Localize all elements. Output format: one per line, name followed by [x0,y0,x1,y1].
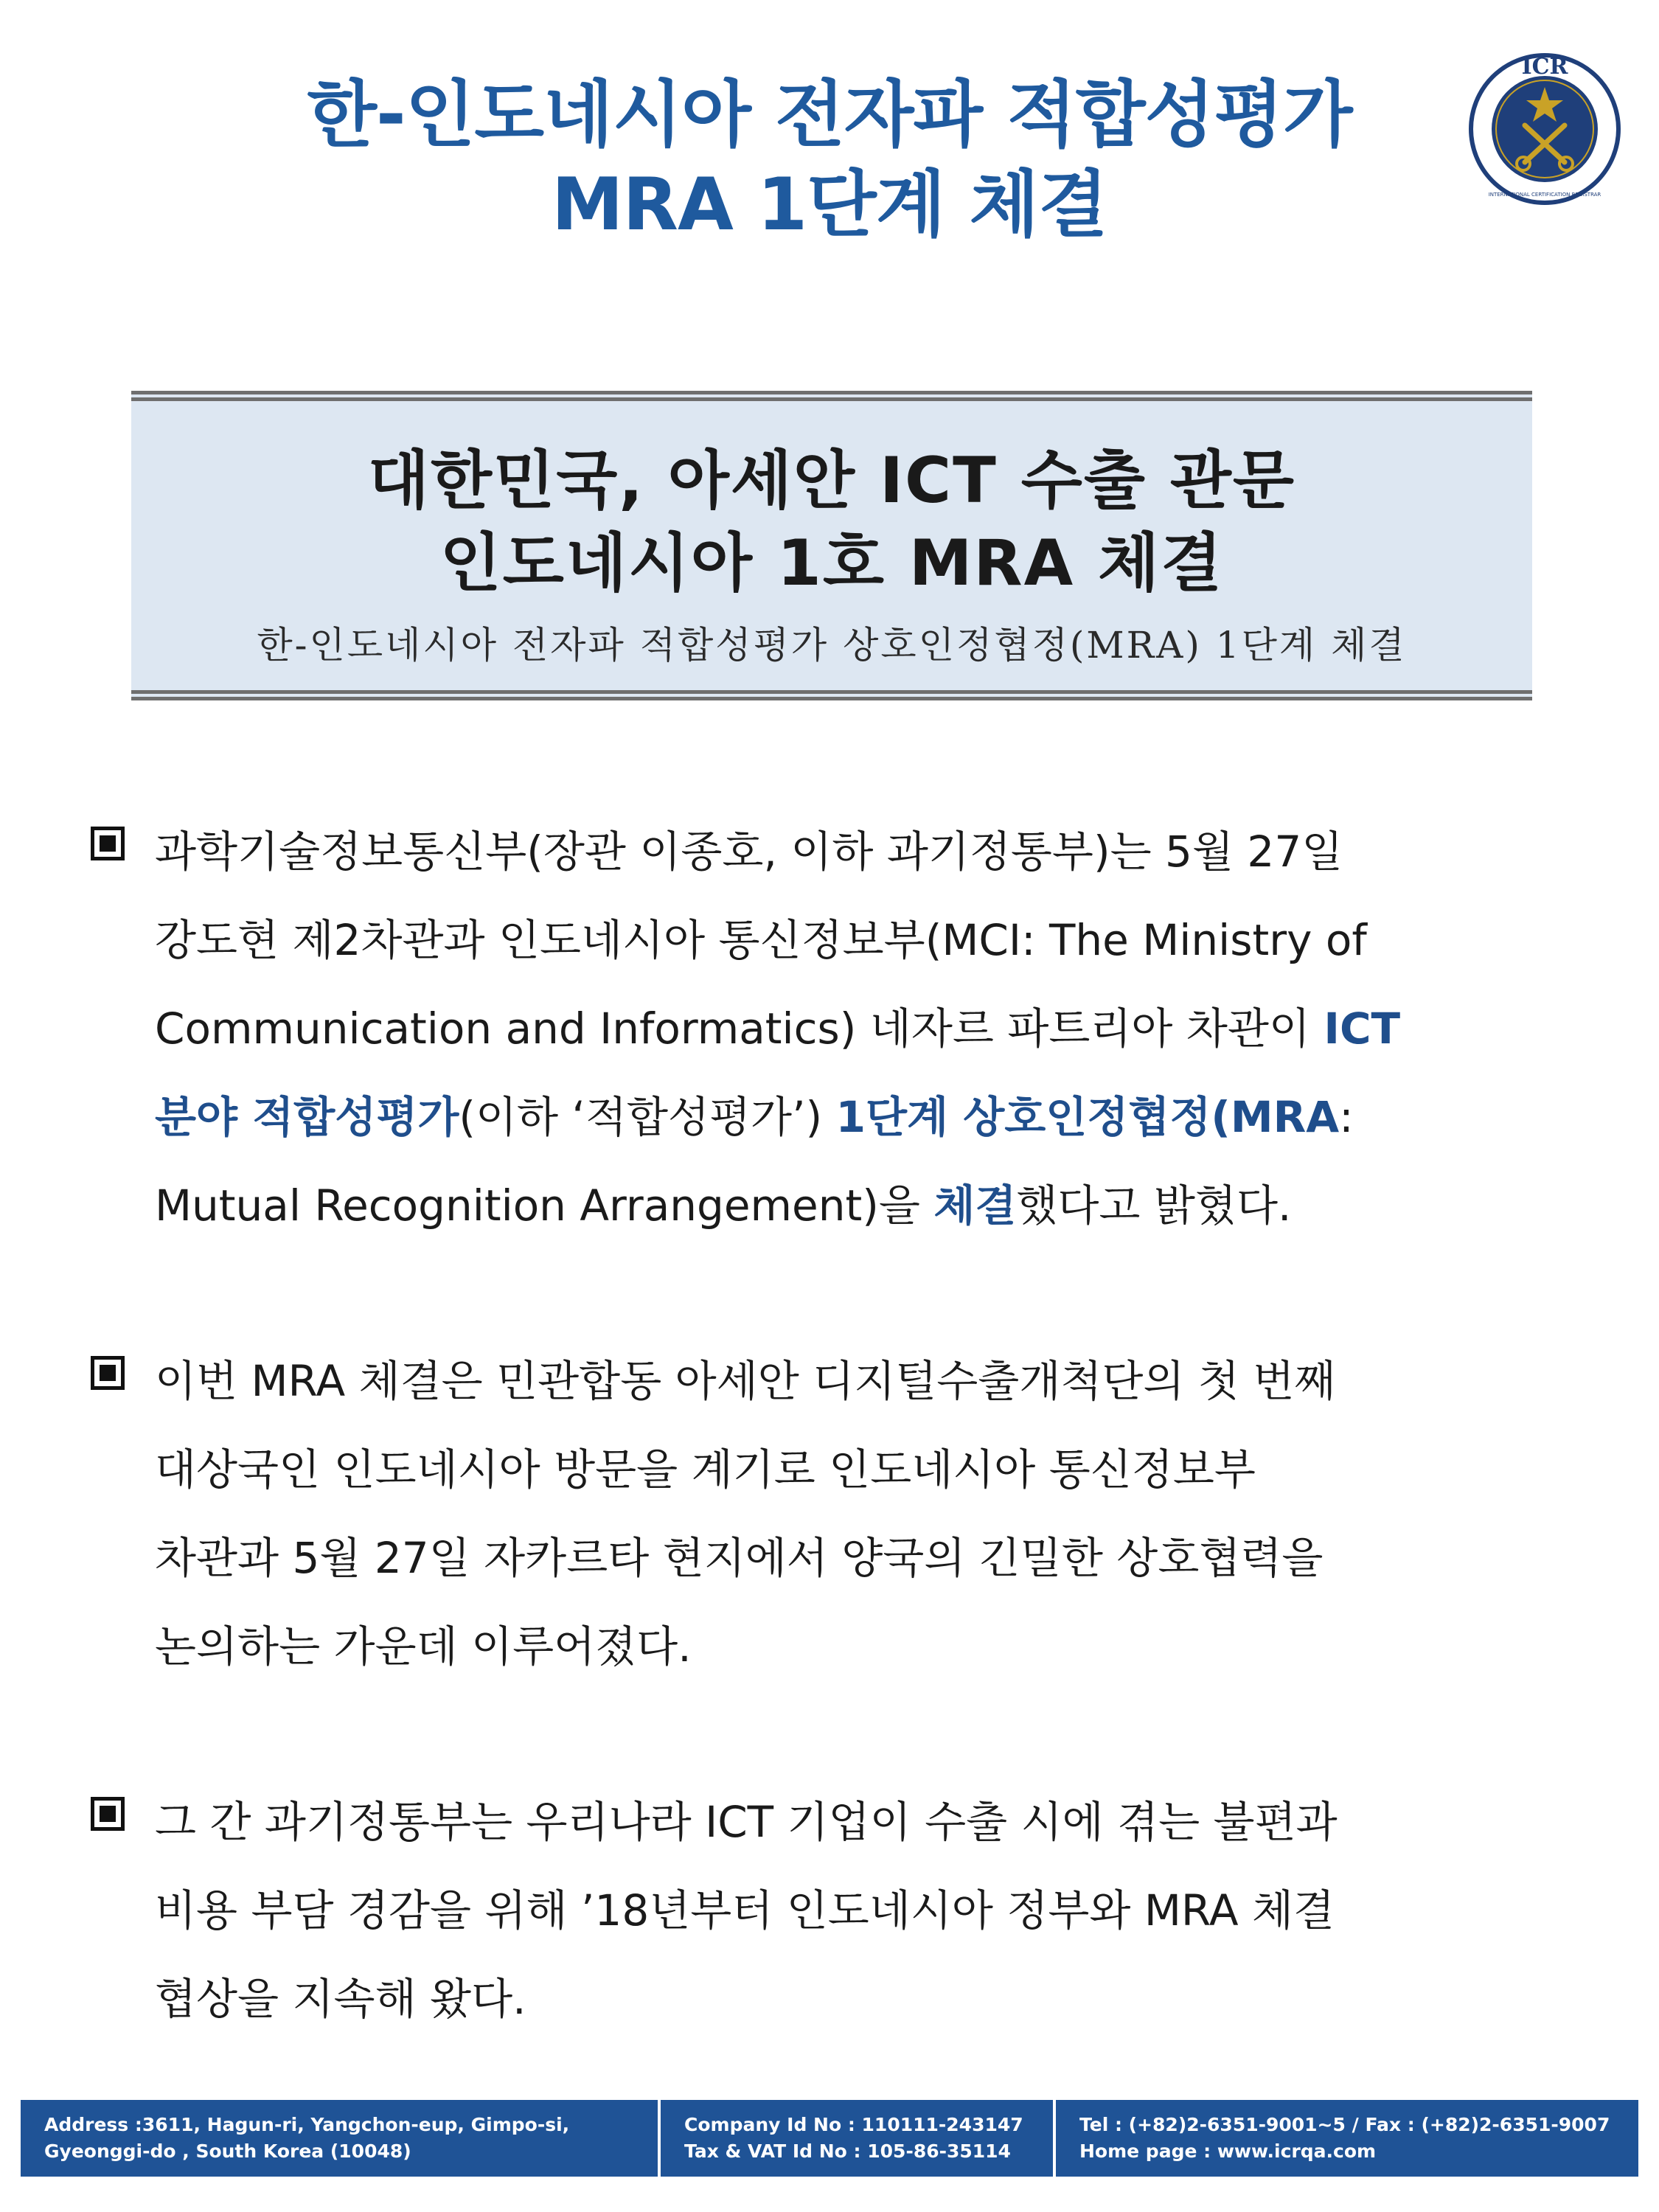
text-segment: 차관과 5월 27일 자카르타 현지에서 양국의 긴밀한 상호협력을 [155,1533,1324,1583]
bullet-item [85,1778,1582,2043]
footer-tel: Tel : (+82)2-6351-9001~5 / Fax : (+82)2-6351-9007 [1079,2114,1610,2135]
text-segment: 대상국인 인도네시아 방문을 계기로 인도네시아 통신정보부 [155,1444,1256,1495]
text-segment: 이번 MRA 체결은 민관합동 아세안 디지털수출개척단의 첫 번째 [155,1356,1336,1406]
footer-address [21,2100,658,2177]
text-segment: 했다고 밝혔다. [1016,1180,1292,1231]
text-segment: : [1339,1092,1354,1142]
text-line [155,1161,1582,1250]
highlighted-text: 1단계 상호인정협정(MRA [835,1092,1340,1142]
text-segment: Communication and Informatics) 네자르 파트리아 차관이 [155,1004,1324,1054]
headline-banner [131,391,1532,700]
text-segment: 과학기술정보통신부(장관 이종호, 이하 과기정통부)는 5월 27일 [155,827,1343,877]
title-line-2: MRA 1단계 체결 [552,163,1107,247]
footer-address-line-1: Address :3611, Hagun-ri, Yangchon-eup, Gimpo-si, [44,2114,570,2135]
square-bullet-icon [91,1356,125,1390]
text-line [155,807,1582,896]
text-line [155,1778,1582,1866]
text-line [155,1073,1582,1161]
footer-address-line-2: Gyeonggi-do , South Korea (10048) [44,2140,411,2162]
text-line [155,1955,1582,2043]
footer-homepage: Home page : www.icrqa.com [1079,2140,1377,2162]
bullet-text [155,1337,1582,1691]
icr-logo [1467,52,1622,206]
banner-subtitle: 한-인도네시아 전자파 적합성평가 상호인정협정(MRA) 1단계 체결 [257,624,1407,667]
logo-text: ICR [1521,54,1568,80]
bullet-text [155,1778,1582,2043]
text-line [155,1337,1582,1425]
highlighted-text: 체결 [933,1180,1017,1231]
banner-headline-1: 대한민국, 아세안 ICT 수출 관문 [367,444,1296,518]
highlighted-text: ICT [1324,1004,1401,1054]
highlighted-text: 분야 적합성평가 [155,1092,459,1142]
text-line [155,1602,1582,1691]
footer-contact [1056,2100,1638,2177]
title-line-1: 한-인도네시아 전자파 적합성평가 [307,73,1352,157]
text-line [155,984,1582,1073]
bullet-text [155,807,1582,1250]
text-segment: Mutual Recognition Arrangement)을 [155,1180,934,1231]
text-line [155,1514,1582,1602]
banner-headline-2: 인도네시아 1호 MRA 체결 [439,526,1224,600]
bullet-item [85,1337,1582,1691]
text-line [155,896,1582,984]
text-line [155,1425,1582,1514]
square-bullet-icon [91,827,125,860]
footer-bar [21,2100,1638,2177]
square-bullet-icon [91,1797,125,1831]
bullet-item [85,807,1582,1250]
text-segment: 강도현 제2차관과 인도네시아 통신정보부(MCI: The Ministry of [155,915,1367,965]
text-segment: 비용 부담 경감을 위해 ’18년부터 인도네시아 정부와 MRA 체결 [155,1885,1335,1935]
footer-company-id: Company Id No : 110111-243147 [684,2114,1023,2135]
text-segment: 그 간 과기정통부는 우리나라 ICT 기업이 수출 시에 겪는 불편과 [155,1797,1338,1847]
footer-tax-id: Tax & VAT Id No : 105-86-35114 [684,2140,1011,2162]
text-segment: (이하 ‘적합성평가’) [459,1092,836,1142]
text-segment: 협상을 지속해 왔다. [155,1974,526,2024]
footer-company [661,2100,1053,2177]
bullet-list [85,807,1582,2130]
page-title [0,70,1659,250]
text-segment: 논의하는 가운데 이루어졌다. [155,1621,692,1672]
logo-ring-text: INTERNATIONAL CERTIFICATION REGISTRAR [1488,192,1601,198]
text-line [155,1866,1582,1955]
